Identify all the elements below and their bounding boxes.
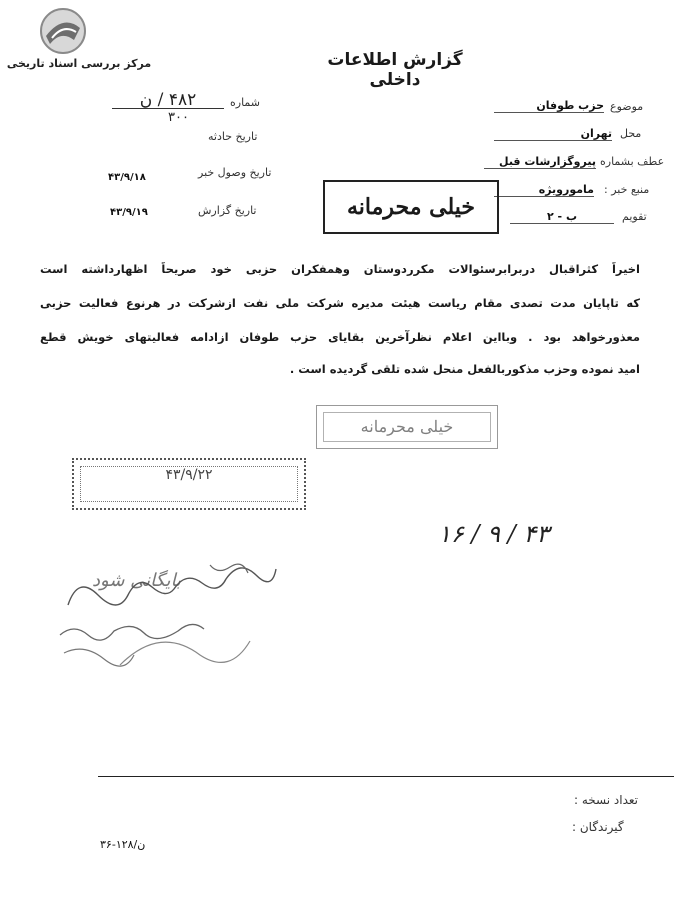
number-sub-value: ۳۰۰ bbox=[168, 110, 189, 125]
archive-logo-icon bbox=[34, 6, 92, 56]
body-line-1: اخیراً کثراقبال دربرابرسئوالات مکرردوستان وهمفکران حزبی خود صریحاً اظهارداشته است bbox=[40, 262, 640, 276]
number-label: شماره bbox=[230, 96, 261, 109]
copies-label: تعداد نسخه : bbox=[574, 793, 639, 807]
subject-label: موضوع bbox=[610, 100, 644, 113]
handwritten-date-note: ۱۶ / ۹ / ۴۳ bbox=[438, 520, 550, 548]
handwritten-note-1: بایگانی شود bbox=[92, 570, 182, 591]
receipt-date-value: ۴۳/۹/۱۸ bbox=[108, 172, 146, 183]
archive-name: مرکز بررسی اسناد تاریخی bbox=[6, 57, 152, 70]
recipients-label: گیرندگان : bbox=[572, 820, 624, 834]
left-stamp-text: ۴۳/۹/۲۲ bbox=[165, 467, 213, 483]
rating-value: ب - ۲ bbox=[510, 210, 614, 224]
middle-stamp-text: خیلی محرمانه bbox=[360, 417, 454, 436]
report-date-value: ۴۳/۹/۱۹ bbox=[110, 207, 148, 218]
rating-label: تقویم bbox=[622, 210, 647, 223]
body-line-2: که تاپایان مدت تصدی مقام ریاست هیئت مدیره شرکت ملی نفت ازشرکت در هرنوع فعالیت حزبی bbox=[40, 296, 640, 310]
handwritten-signature-icon bbox=[40, 545, 320, 685]
location-label: محل bbox=[620, 127, 642, 140]
classification-stamp-text: خیلی محرمانه bbox=[346, 194, 476, 220]
receipt-date-label: تاریخ وصول خبر bbox=[198, 166, 272, 179]
report-title: گزارش اطلاعات داخلی bbox=[327, 50, 463, 90]
body-line-4: امید نموده وحزب مذکوربالفعل منحل شده تلقی گردیده است . bbox=[289, 362, 640, 376]
body-line-3: معذورخواهد بود . وبااین اعلام نظرآخرین بقایای حزب طوفان ازادامه فعالیتهای خویش قطع bbox=[40, 330, 640, 344]
source-value: مامورویژه bbox=[494, 183, 594, 197]
number-value: ۴۸۲ / ن bbox=[139, 90, 197, 110]
form-code: ن/۱۲۸-۳۶ bbox=[100, 838, 146, 851]
footer-rule bbox=[98, 776, 674, 777]
number-underline-field bbox=[112, 90, 224, 110]
middle-stamp bbox=[316, 405, 498, 449]
incident-date-label: تاریخ حادثه bbox=[208, 130, 258, 143]
reference-label: عطف بشماره bbox=[600, 155, 665, 168]
report-date-label: تاریخ گزارش bbox=[198, 204, 257, 217]
subject-value: حزب طوفان bbox=[494, 99, 604, 113]
classification-stamp bbox=[323, 180, 499, 234]
location-value: تهران bbox=[494, 127, 612, 141]
reference-value: پیروگزارشات قبل bbox=[484, 155, 596, 169]
left-stamp bbox=[72, 458, 306, 510]
source-label: منبع خبر : bbox=[604, 183, 650, 196]
